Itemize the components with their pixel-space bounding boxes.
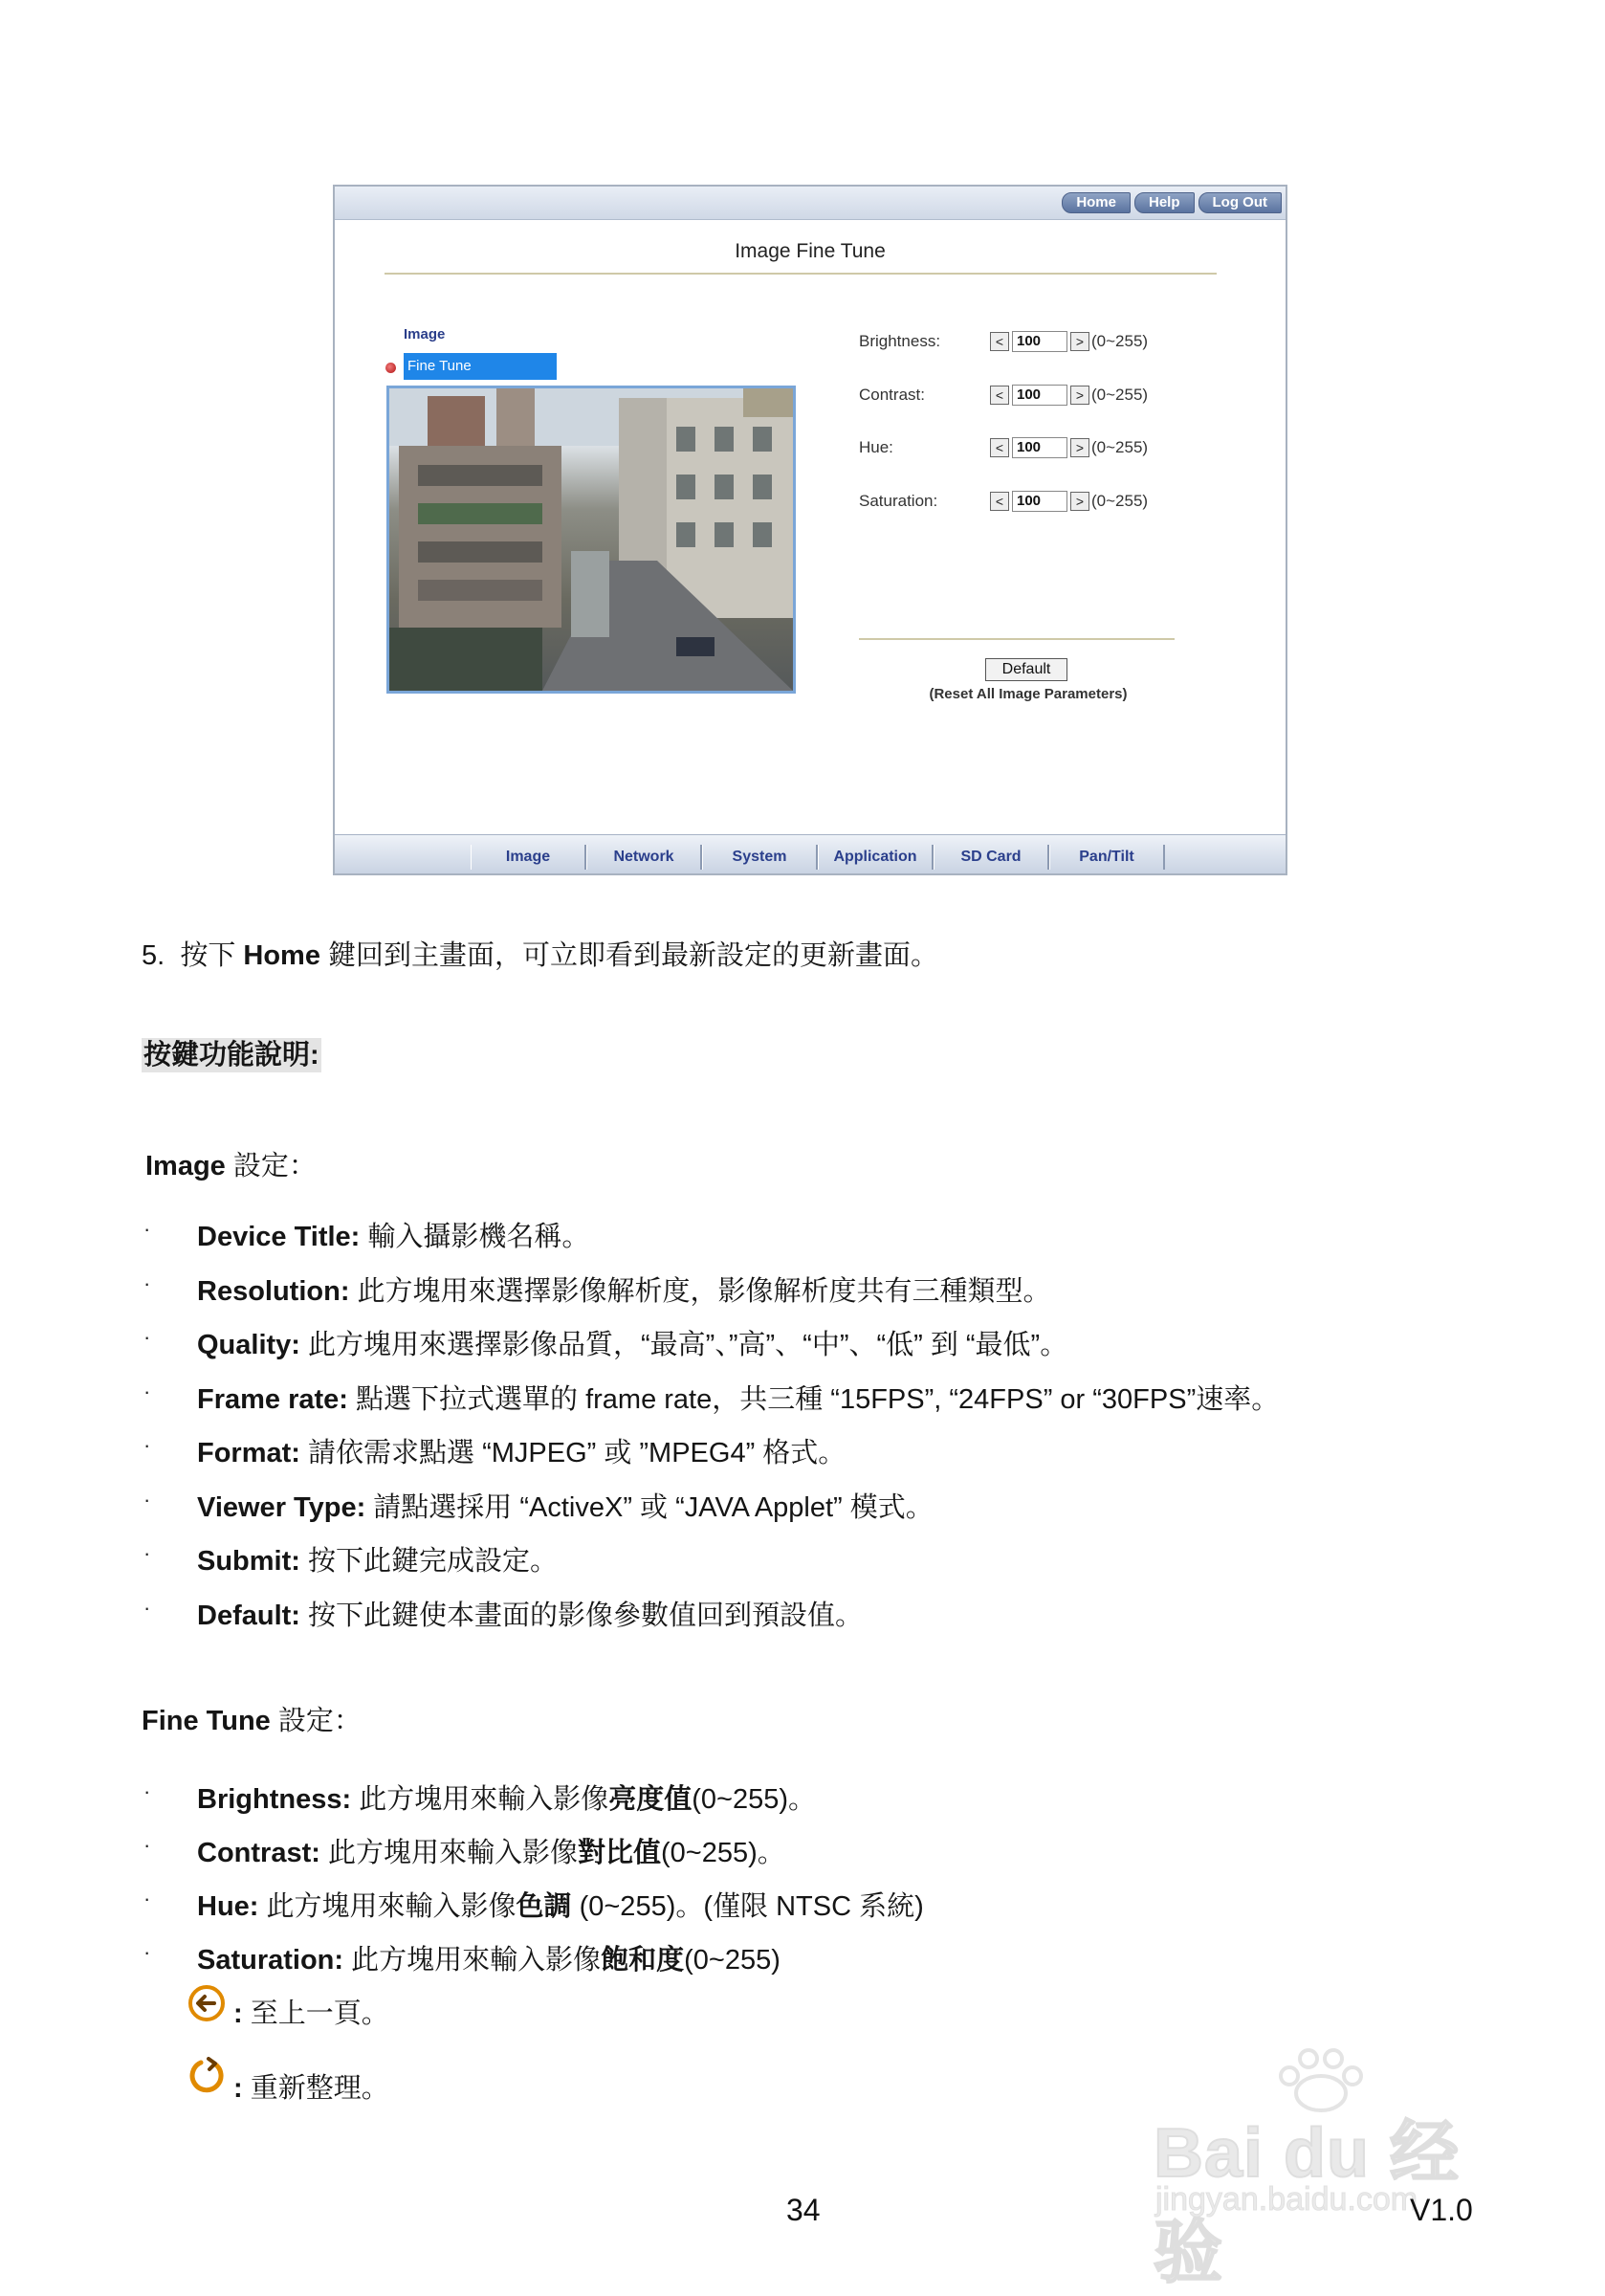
finetune-setting-emphasis: 飽和度: [601, 1945, 685, 1976]
hue-label: Hue:: [859, 438, 893, 456]
image-setting-bullet: ·: [143, 1595, 151, 1620]
finetune-setting-range: (0~255): [684, 1945, 781, 1976]
step-key-home: Home: [243, 940, 320, 971]
finetune-setting-range: (0~255)。(僅限 NTSC 系統): [571, 1891, 924, 1922]
brightness-input[interactable]: 100: [1012, 331, 1067, 352]
finetune-setting-emphasis: 色調: [516, 1891, 572, 1922]
finetune-setting-item: [197, 1777, 816, 1817]
finetune-setting-term: Brightness:: [197, 1784, 352, 1815]
image-setting-desc: 按下此鍵完成設定。: [299, 1546, 558, 1577]
image-heading-rest: 設定：: [225, 1151, 317, 1181]
top-bar: [335, 187, 1286, 220]
finetune-setting-bullet: ·: [143, 1887, 151, 1910]
finetune-heading-rest: 設定：: [270, 1706, 362, 1736]
brightness-label: Brightness:: [859, 332, 941, 350]
image-setting-desc: 輸入攝影機名稱。: [360, 1222, 590, 1252]
finetune-setting-item: [197, 1938, 781, 1977]
contrast-row: [859, 383, 1148, 408]
image-setting-bullet: ·: [143, 1325, 151, 1349]
tab-sd-card[interactable]: SD Card: [934, 845, 1049, 870]
saturation-increase-button[interactable]: >: [1070, 492, 1089, 511]
hue-input[interactable]: 100: [1012, 437, 1067, 458]
contrast-label: Contrast:: [859, 386, 925, 404]
selected-bullet-icon: [385, 363, 396, 373]
page-number: 34: [786, 2193, 821, 2227]
finetune-setting-term: Contrast:: [197, 1838, 320, 1868]
step-text-post: 鍵回到主畫面，可立即看到最新設定的更新畫面。: [319, 940, 939, 971]
screenshot-page-title: Image Fine Tune: [735, 240, 886, 262]
tab-pan-tilt[interactable]: Pan/Tilt: [1049, 845, 1165, 870]
image-setting-term: Submit:: [197, 1546, 300, 1577]
finetune-setting-desc: 此方塊用來輸入影像: [258, 1891, 517, 1922]
image-heading-bold: Image: [145, 1151, 226, 1181]
finetune-setting-item: [197, 1831, 785, 1870]
menu-heading-image: Image: [404, 326, 446, 342]
refresh-icon: [187, 2057, 226, 2095]
step-number: 5.: [142, 940, 165, 971]
tab-network[interactable]: Network: [586, 845, 702, 870]
finetune-setting-range: (0~255)。: [692, 1784, 816, 1815]
embedded-screenshot: [333, 185, 1287, 875]
brightness-decrease-button[interactable]: <: [990, 332, 1009, 351]
watermark-brand: Bai du 经验: [1154, 2115, 1461, 2291]
image-setting-term: Format:: [197, 1438, 300, 1468]
image-setting-item: [197, 1215, 589, 1254]
section-title-text: 按鍵功能說明:: [143, 1040, 319, 1071]
image-setting-bullet: ·: [143, 1217, 151, 1241]
finetune-setting-bullet: ·: [143, 1940, 151, 1964]
watermark-url: jingyan.baidu.com: [1155, 2181, 1418, 2218]
finetune-setting-emphasis: 亮度值: [608, 1784, 693, 1815]
contrast-increase-button[interactable]: >: [1070, 386, 1089, 405]
step-5: [142, 934, 938, 973]
camera-preview-drawing: [389, 388, 793, 691]
brightness-row: [859, 329, 1148, 354]
help-button[interactable]: Help: [1134, 192, 1195, 213]
back-arrow-icon: [187, 1984, 226, 2022]
image-setting-item: [197, 1431, 846, 1470]
image-settings-heading: [145, 1144, 317, 1183]
finetune-setting-emphasis: 對比值: [577, 1838, 661, 1868]
section-title: [142, 1033, 321, 1072]
refresh-legend-text: 重新整理。: [242, 2073, 389, 2104]
image-setting-item: [197, 1486, 934, 1525]
finetune-settings-heading: [142, 1699, 362, 1738]
finetune-heading-bold: Fine Tune: [142, 1706, 271, 1736]
hue-range: (0~255): [1091, 438, 1149, 456]
saturation-decrease-button[interactable]: <: [990, 492, 1009, 511]
default-button[interactable]: Default: [985, 658, 1067, 681]
finetune-setting-desc: 此方塊用來輸入影像: [319, 1838, 578, 1868]
step-text-pre: 按下: [180, 940, 244, 971]
image-setting-term: Frame rate:: [197, 1383, 348, 1415]
title-divider: [385, 273, 1217, 275]
image-setting-desc: 此方塊用來選擇影像品質，“最高”、”高”、“中”、“低” 到 “最低”。: [299, 1330, 1068, 1360]
back-legend: [233, 1992, 389, 2031]
contrast-decrease-button[interactable]: <: [990, 386, 1009, 405]
image-setting-item: [197, 1323, 1067, 1362]
contrast-input[interactable]: 100: [1012, 385, 1067, 406]
top-nav: [1062, 192, 1282, 213]
reset-note: (Reset All Image Parameters): [929, 686, 1128, 702]
image-setting-desc: 此方塊用來選擇影像解析度，影像解析度共有三種類型。: [349, 1275, 1051, 1307]
back-legend-colon: :: [233, 1998, 243, 2029]
hue-increase-button[interactable]: >: [1070, 438, 1089, 457]
finetune-setting-term: Hue:: [197, 1891, 259, 1922]
finetune-setting-term: Saturation:: [197, 1945, 344, 1976]
back-legend-text: 至上一頁。: [242, 1998, 389, 2029]
bottom-tab-bar: [335, 834, 1286, 873]
tab-application[interactable]: Application: [818, 845, 934, 870]
contrast-range: (0~255): [1091, 386, 1149, 404]
image-setting-item: [197, 1378, 1279, 1417]
hue-decrease-button[interactable]: <: [990, 438, 1009, 457]
image-setting-term: Quality:: [197, 1330, 300, 1360]
image-setting-bullet: ·: [143, 1487, 151, 1512]
refresh-legend: [233, 2066, 389, 2106]
image-setting-item: [197, 1539, 558, 1578]
camera-preview-image: [386, 386, 796, 694]
image-setting-term: Default:: [197, 1600, 300, 1631]
image-setting-desc: 請點選採用 “ActiveX” 或 “JAVA Applet” 模式。: [365, 1491, 934, 1523]
finetune-setting-item: [197, 1885, 924, 1924]
image-setting-desc: 按下此鍵使本畫面的影像參數值回到預設值。: [299, 1600, 864, 1631]
brightness-range: (0~255): [1091, 332, 1149, 350]
image-setting-term: Viewer Type:: [197, 1491, 366, 1523]
brightness-increase-button[interactable]: >: [1070, 332, 1089, 351]
image-setting-term: Device Title:: [197, 1222, 361, 1252]
hue-row: [859, 435, 1148, 460]
saturation-row: [859, 489, 1148, 514]
saturation-input[interactable]: 100: [1012, 491, 1067, 512]
image-setting-item: [197, 1594, 863, 1633]
menu-item-fine-tune[interactable]: Fine Tune: [404, 353, 557, 380]
image-setting-bullet: ·: [143, 1433, 151, 1457]
home-button[interactable]: Home: [1062, 192, 1131, 213]
finetune-setting-range: (0~255)。: [660, 1838, 785, 1868]
tab-image[interactable]: Image: [471, 845, 586, 870]
logout-button[interactable]: Log Out: [1198, 192, 1282, 213]
image-setting-item: [197, 1269, 1051, 1309]
finetune-setting-bullet: ·: [143, 1833, 151, 1857]
image-setting-bullet: ·: [143, 1379, 151, 1403]
finetune-setting-bullet: ·: [143, 1779, 151, 1803]
finetune-setting-desc: 此方塊用來輸入影像: [351, 1784, 609, 1815]
tab-system[interactable]: System: [702, 845, 818, 870]
image-setting-desc: 請依需求點選 “MJPEG” 或 ”MPEG4” 格式。: [299, 1438, 846, 1468]
refresh-legend-colon: :: [233, 2073, 243, 2104]
saturation-label: Saturation:: [859, 492, 938, 510]
bottom-tabs: [471, 845, 1165, 870]
image-setting-desc: 點選下拉式選單的 frame rate，共三種 “15FPS”, “24FPS” or “30FPS”速率。: [347, 1383, 1280, 1415]
params-divider: [859, 638, 1175, 640]
finetune-setting-desc: 此方塊用來輸入影像: [343, 1945, 602, 1976]
version-label: V1.0: [1410, 2193, 1473, 2227]
saturation-range: (0~255): [1091, 492, 1149, 510]
image-setting-term: Resolution:: [197, 1275, 350, 1307]
image-setting-bullet: ·: [143, 1541, 151, 1565]
image-setting-bullet: ·: [143, 1270, 151, 1295]
